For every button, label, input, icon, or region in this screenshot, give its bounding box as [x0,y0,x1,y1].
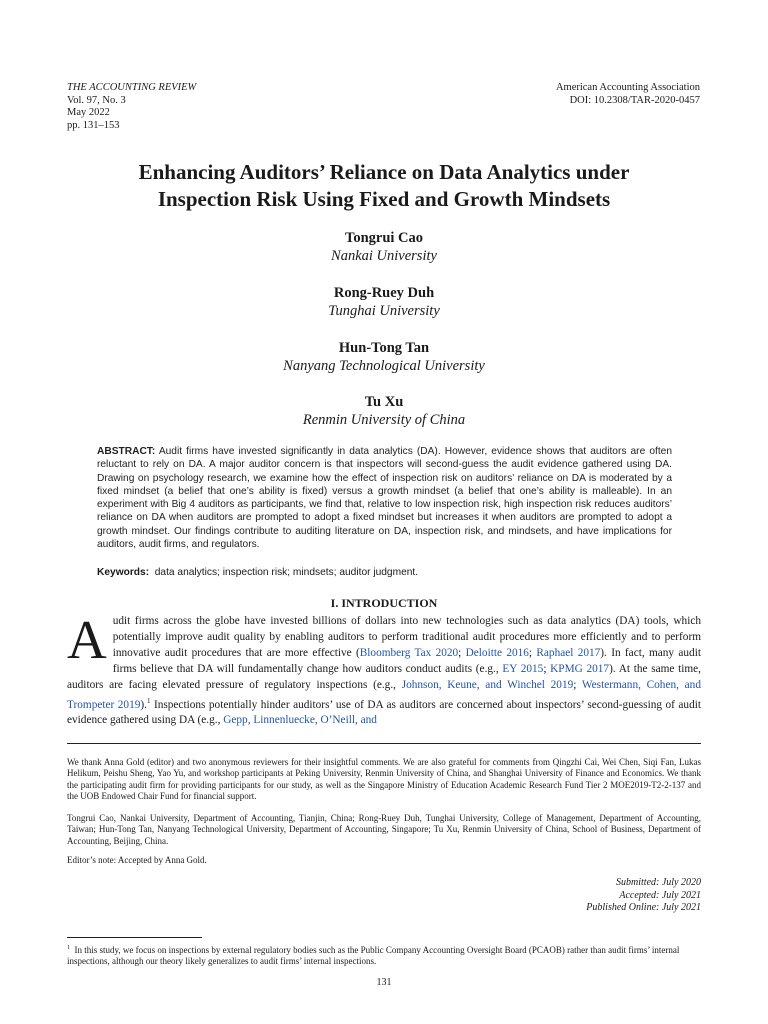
intro-text: Inspections potentially hinder auditors’ use of DA as auditors are concerned about inspectors’ second-guessing of audit evidence gathered using DA (e.g., [67,698,701,727]
intro-paragraph [67,609,702,729]
keywords-text: data analytics; inspection risk; mindsets; auditor judgment. [154,567,419,578]
intro-text: ). In fact, many audit firms believe that DA will fundamentally change how auditors conduct audits (e.g., [112,646,701,675]
drop-cap: A [67,609,107,670]
footnote-divider [67,937,202,938]
issue-date: May 2022 [67,107,110,118]
author-block [0,393,768,429]
citation-link[interactable]: Bloomberg Tax 2020 [359,646,459,659]
citation-link[interactable]: Raphael 2017 [536,646,601,659]
author-affiliations-note: Tongrui Cao, Nankai University, Department of Accounting, Tianjin, China; Rong-Ruey Duh, Tunghai University, College of Management, Department of Accounting, Taiwan; Hun-Tong Tan, Nanyang Technological University, Department of Accounting, Singapore; Tu Xu, Renmin University of China, School of Business, Department of Accounting, Beijing, China. [67,813,701,846]
citation-link[interactable]: Westermann, Cohen, and Trompeter 2019 [67,678,701,711]
intro-text: ; [573,678,582,691]
notes-divider [67,743,701,744]
title-line-1: Enhancing Auditors’ Reliance on Data Analytics under [138,160,630,184]
abstract [97,445,672,551]
author-affiliation: Tunghai University [328,303,440,319]
intro-text: ; [528,646,537,659]
author-name: Hun-Tong Tan [338,340,430,356]
journal-header [67,82,196,132]
section-heading: I. INTRODUCTION [330,596,438,610]
publisher-name: American Accounting Association [555,82,700,93]
doi: DOI: 10.2308/TAR-2020-0457 [569,94,700,106]
author-block [0,229,768,265]
citation-link[interactable]: Johnson, Keune, and Winchel 2019 [401,678,574,691]
editor-note: Editor’s note: Accepted by Anna Gold. [67,855,207,865]
footnote-number: 1 [67,945,70,951]
citation-link[interactable]: KPMG 2017 [550,662,610,675]
publisher-header [556,82,700,107]
keywords [97,566,672,579]
author-block [0,284,768,320]
author-name: Rong-Ruey Duh [333,285,435,301]
citation-link[interactable]: Gepp, Linnenluecke, O’Neill, and [223,714,377,727]
page-number: 131 [376,977,392,988]
intro-text: ; [543,662,551,675]
keywords-label: Keywords: [97,567,150,578]
footnote [67,943,701,968]
citation-link[interactable]: Deloitte 2016 [465,646,529,659]
accepted-date: Accepted: July 2021 [619,889,701,901]
publication-dates [586,877,701,915]
acknowledgements: We thank Anna Gold (editor) and two anonymous reviewers for their insightful comments. We are also grateful for comments from Qingzhi Cai, Wei Chen, Siqi Fan, Lukas Helikum, Peishu Sheng, Yao Yu, and workshop participants at Peking University, Renmin University of China, and Shanghai University of Finance and Economics. We thank the participating audit firm for providing participants for our study, as well as the Singapore Ministry of Education Academic Research Fund Tier 2 MOE2019-T2-2-137 and the UOB Endowed Chair Fund for financial support. [67,757,701,802]
footnote-marker[interactable]: 1 [146,696,151,705]
abstract-label: ABSTRACT: [97,446,156,457]
author-affiliation: Nanyang Technological University [283,358,485,374]
abstract-text: Audit firms have invested significantly in data analytics (DA). However, evidence shows that auditors are often reluctant to rely on DA. A major auditor concern is that inspectors will second-guess the audit evidence gathered using DA. Drawing on psychology research, we examine how the effect of inspection risk on auditors’ reliance on DA is moderated by a fixed mindset (a belief that one’s ability is fixed) versus a growth mindset (a belief that one’s ability is malleable). In an experiment with Big 4 auditors as participants, we find that, relative to low inspection risk, high inspection risk reduces auditors’ reliance on DA when auditors are prompted to adopt a fixed mindset but increases it when auditors are prompted to adopt a growth mindset. Our findings contribute to auditing literature on DA, inspection risk, and mindsets, and have implications for auditors, audit firms, and regulators. [97,446,672,551]
author-affiliation: Nankai University [331,248,437,264]
footnote-text: In this study, we focus on inspections by external regulatory bodies such as the Public Company Accounting Oversight Board (PCAOB) rather than audit firms’ internal inspections, although our theory likely generalizes to audit firms’ internal inspections. [67,945,680,967]
author-affiliation: Renmin University of China [302,412,466,428]
intro-text: ). At the same time, auditors are facing elevated pressure of regulatory inspections (e.g., [67,662,702,691]
journal-name: THE ACCOUNTING REVIEW [67,82,197,93]
intro-text: ). [140,698,147,711]
intro-text: udit firms across the globe have invested billions of dollars into new technologies such as data analytics (DA) tools, which potentially improve audit quality by enabling auditors to perform traditional audit procedures more efficiently and to perform innovative audit procedures that are more effective ( [112,615,701,659]
volume-issue: Vol. 97, No. 3 [67,94,126,106]
page-range: pp. 131–153 [67,119,120,131]
published-date: Published Online: July 2021 [586,902,701,913]
paper-title [0,159,768,213]
author-block [0,339,768,375]
citation-link[interactable]: EY 2015 [502,662,544,675]
author-name: Tu Xu [364,394,404,410]
author-name: Tongrui Cao [344,230,424,246]
title-line-2: Inspection Risk Using Fixed and Growth Mindsets [157,187,611,211]
submitted-date: Submitted: July 2020 [616,877,701,888]
intro-text: ; [458,646,466,659]
